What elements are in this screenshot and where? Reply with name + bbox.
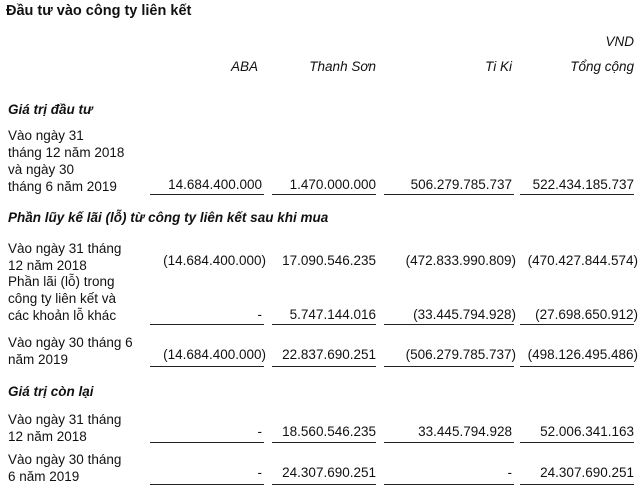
cell-aba: 14.684.400.000 bbox=[168, 177, 262, 192]
divider bbox=[272, 366, 376, 367]
row-label-line: 6 năm 2019 bbox=[8, 469, 80, 484]
divider bbox=[272, 484, 376, 485]
row-label-line: tháng 6 năm 2019 bbox=[8, 179, 117, 194]
row-label-line: 12 năm 2018 bbox=[8, 258, 87, 273]
column-header-ti-ki: Ti Ki bbox=[485, 59, 512, 74]
divider bbox=[520, 484, 634, 485]
cell-total: 52.006.341.163 bbox=[540, 424, 634, 439]
row-label-line: Vào ngày 30 tháng 6 bbox=[8, 335, 133, 350]
divider bbox=[520, 366, 634, 367]
cell-total: (498.126.495.486) bbox=[527, 347, 638, 362]
cell-aba: - bbox=[257, 307, 262, 322]
row-label-line: 12 năm 2018 bbox=[8, 429, 87, 444]
cell-aba: - bbox=[257, 465, 262, 480]
cell-thanh-son: 5.747.144.016 bbox=[289, 307, 376, 322]
row-label-line: tháng 12 năm 2018 bbox=[8, 145, 125, 160]
divider bbox=[272, 194, 376, 195]
column-header-aba: ABA bbox=[230, 59, 258, 74]
cell-total: 522.434.185.737 bbox=[532, 177, 634, 192]
cell-thanh-son: 18.560.546.235 bbox=[282, 424, 376, 439]
divider bbox=[520, 324, 634, 325]
divider bbox=[520, 442, 634, 443]
divider bbox=[150, 194, 264, 195]
divider bbox=[150, 324, 264, 325]
cell-ti-ki: (472.833.990.809) bbox=[405, 253, 516, 268]
row-label-line: công ty liên kết và bbox=[8, 291, 117, 306]
divider bbox=[384, 194, 514, 195]
section-heading-accumulated-profit: Phần lũy kế lãi (lỗ) từ công ty liên kết sau khi mua bbox=[8, 210, 329, 225]
divider bbox=[272, 442, 376, 443]
divider bbox=[384, 484, 514, 485]
row-label-line: Phần lãi (lỗ) trong bbox=[8, 274, 115, 289]
cell-thanh-son: 22.837.690.251 bbox=[282, 347, 376, 362]
divider bbox=[384, 324, 514, 325]
row-label-line: năm 2019 bbox=[8, 352, 69, 367]
cell-ti-ki: (33.445.794.928) bbox=[413, 307, 516, 322]
cell-thanh-son: 1.470.000.000 bbox=[289, 177, 376, 192]
column-header-total: Tổng cộng bbox=[570, 59, 634, 74]
section-heading-investment-value: Giá trị đầu tư bbox=[8, 102, 93, 117]
cell-ti-ki: - bbox=[507, 465, 512, 480]
divider bbox=[150, 484, 264, 485]
row-label-line: Vào ngày 31 tháng bbox=[8, 412, 122, 427]
divider bbox=[150, 366, 264, 367]
divider bbox=[150, 442, 264, 443]
cell-aba: (14.684.400.000) bbox=[163, 347, 266, 362]
cell-aba: (14.684.400.000) bbox=[163, 253, 266, 268]
cell-thanh-son: 17.090.546.235 bbox=[282, 253, 376, 268]
currency-label: VND bbox=[605, 34, 634, 49]
divider bbox=[272, 324, 376, 325]
row-label-line: Vào ngày 31 tháng bbox=[8, 241, 122, 256]
cell-aba: - bbox=[257, 424, 262, 439]
cell-total: 24.307.690.251 bbox=[540, 465, 634, 480]
cell-ti-ki: (506.279.785.737) bbox=[405, 347, 516, 362]
cell-total: (27.698.650.912) bbox=[535, 307, 638, 322]
cell-thanh-son: 24.307.690.251 bbox=[282, 465, 376, 480]
row-label-line: Vào ngày 31 bbox=[8, 128, 84, 143]
row-label-line: Vào ngày 30 tháng bbox=[8, 452, 122, 467]
column-header-thanh-son: Thanh Sơn bbox=[309, 59, 376, 74]
divider bbox=[384, 366, 514, 367]
cell-total: (470.427.844.574) bbox=[527, 253, 638, 268]
row-label-line: các khoản lỗ khác bbox=[8, 308, 117, 323]
cell-ti-ki: 506.279.785.737 bbox=[410, 177, 512, 192]
page-title: Đầu tư vào công ty liên kết bbox=[6, 3, 192, 19]
cell-ti-ki: 33.445.794.928 bbox=[418, 424, 512, 439]
row-label-line: và ngày 30 bbox=[8, 162, 75, 177]
divider bbox=[384, 442, 514, 443]
divider bbox=[520, 194, 634, 195]
section-heading-remaining-value: Giá trị còn lại bbox=[8, 384, 94, 399]
